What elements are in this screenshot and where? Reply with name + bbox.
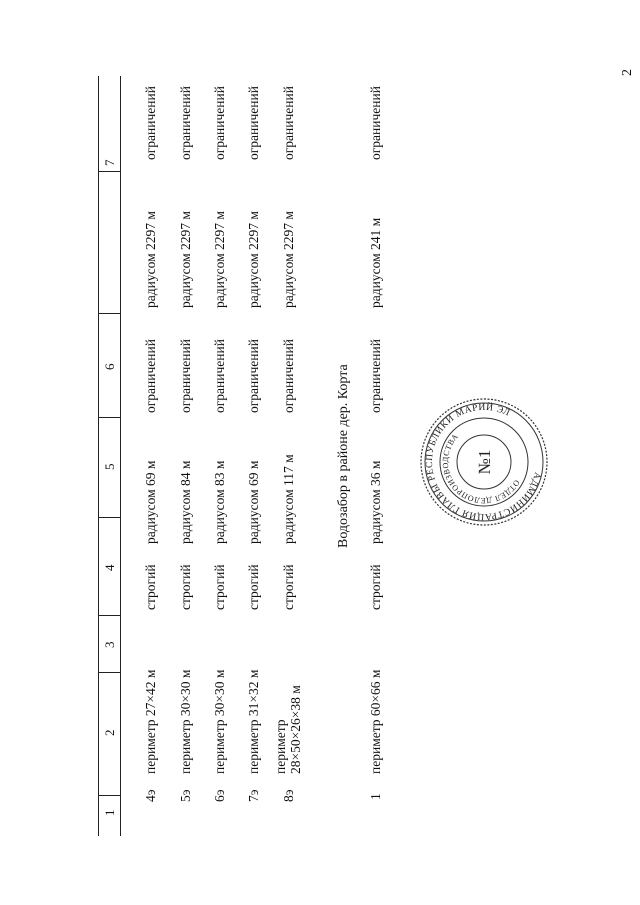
column-header-6: 6 — [102, 363, 117, 370]
column-header-7: 7 — [102, 159, 117, 166]
col-separator — [98, 517, 120, 518]
cell-number: 5э — [178, 789, 193, 802]
cell-number: 4э — [143, 789, 158, 802]
column-header-2: 2 — [102, 729, 117, 736]
cell-radius-1: радиусом 69 м — [246, 460, 261, 544]
cell-perimeter: периметр 27×42 м — [143, 669, 158, 774]
cell-number: 7э — [246, 789, 261, 802]
col-separator — [98, 417, 120, 418]
cell-number: 1 — [368, 793, 383, 800]
cell-perimeter: периметр 30×30 м — [212, 669, 227, 774]
cell-restriction-1: ограничений — [281, 339, 296, 413]
col-separator — [98, 615, 120, 616]
cell-radius-2: радиусом 2297 м — [281, 211, 296, 308]
col-separator — [98, 171, 120, 172]
cell-radius-2: радиусом 2297 м — [143, 211, 158, 308]
cell-radius-1: радиусом 83 м — [212, 460, 227, 544]
cell-regime: строгий — [212, 564, 227, 610]
cell-restriction-1: ограничений — [368, 339, 383, 413]
official-seal-stamp — [418, 396, 550, 528]
cell-radius-2: радиусом 241 м — [368, 217, 383, 308]
cell-restriction-2: ограничений — [143, 86, 158, 160]
cell-radius-1: радиусом 84 м — [178, 460, 193, 544]
column-header-1: 1 — [102, 809, 117, 816]
cell-restriction-1: ограничений — [246, 339, 261, 413]
cell-perimeter: периметр 31×32 м — [246, 669, 261, 774]
cell-regime: строгий — [143, 564, 158, 610]
cell-number: 8э — [281, 789, 296, 802]
cell-perimeter: периметр 30×30 м — [178, 669, 193, 774]
cell-regime: строгий — [281, 564, 296, 610]
cell-radius-1: радиусом 69 м — [143, 460, 158, 544]
page-number: 2 — [620, 69, 635, 76]
cell-number: 6э — [212, 789, 227, 802]
cell-radius-1: радиусом 117 м — [281, 454, 296, 544]
cell-radius-2: радиусом 2297 м — [246, 211, 261, 308]
cell-restriction-2: ограничений — [178, 86, 193, 160]
table-header-rule — [120, 76, 121, 836]
col-separator — [98, 672, 120, 673]
cell-restriction-1: ограничений — [178, 339, 193, 413]
cell-radius-2: радиусом 2297 м — [178, 211, 193, 308]
cell-restriction-1: ограничений — [143, 339, 158, 413]
cell-restriction-2: ограничений — [212, 86, 227, 160]
zones-table — [98, 76, 398, 836]
cell-restriction-1: ограничений — [212, 339, 227, 413]
cell-radius-1: радиусом 36 м — [368, 460, 383, 544]
col-separator — [98, 795, 120, 796]
column-header-5: 5 — [102, 463, 117, 470]
stamp-center-text: №1 — [475, 449, 494, 475]
section-title: Водозабор в районе дер. Корта — [336, 364, 351, 548]
cell-restriction-2: ограничений — [281, 86, 296, 160]
cell-restriction-2: ограничений — [246, 86, 261, 160]
cell-restriction-2: ограничений — [368, 86, 383, 160]
column-header-3: 3 — [102, 641, 117, 648]
col-separator — [98, 313, 120, 314]
cell-perimeter-continued: 28×50×26×38 м — [288, 685, 303, 774]
cell-radius-2: радиусом 2297 м — [212, 211, 227, 308]
table-top-rule — [98, 76, 99, 836]
cell-regime: строгий — [368, 564, 383, 610]
cell-perimeter: периметр 60×66 м — [368, 669, 383, 774]
cell-regime: строгий — [178, 564, 193, 610]
stamp-inner-text: ОТДЕЛ ДЕЛОПРОИЗВОДСТВА — [440, 431, 522, 506]
cell-perimeter: периметр — [273, 719, 288, 774]
stamp-outer-text: АДМИНИСТРАЦИЯ ГЛАВЫ РЕСПУБЛИКИ МАРИЙ ЭЛ — [424, 402, 542, 522]
cell-regime: строгий — [246, 564, 261, 610]
column-header-4: 4 — [102, 564, 117, 571]
